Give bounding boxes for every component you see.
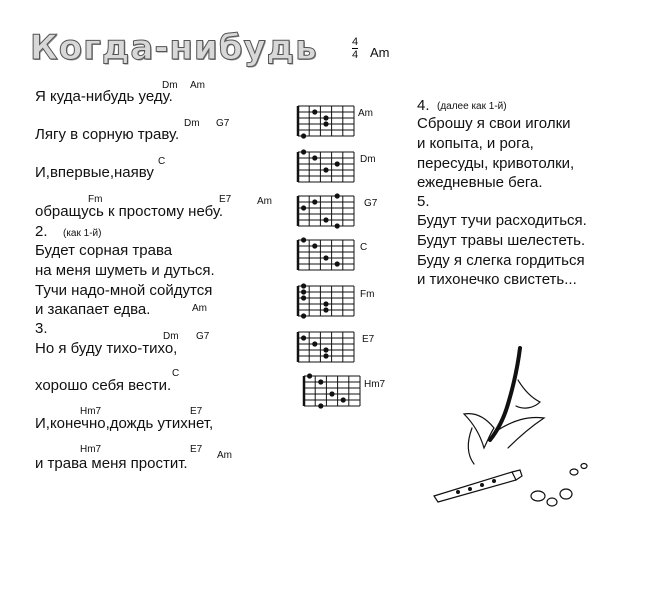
diagram-label: G7 bbox=[364, 198, 378, 209]
finger-dot bbox=[335, 193, 340, 198]
finger-dot bbox=[323, 301, 328, 306]
finger-dot bbox=[312, 341, 317, 346]
chord-diagram-am bbox=[296, 104, 358, 140]
chord-label: E7 bbox=[219, 194, 232, 205]
diagram-label: E7 bbox=[362, 334, 375, 345]
lyric-line: Будет сорная трава bbox=[35, 242, 173, 259]
chord-label: Hm7 bbox=[80, 444, 102, 455]
finger-dot bbox=[301, 237, 306, 242]
lyric-line: Будут тучи расходиться. bbox=[417, 212, 587, 229]
lyric-line: ежедневные бега. bbox=[417, 174, 543, 191]
finger-dot bbox=[323, 353, 328, 358]
finger-dot bbox=[323, 121, 328, 126]
lyric-line: на меня шуметь и дуться. bbox=[35, 262, 215, 279]
verse-number: 2. bbox=[35, 223, 48, 240]
finger-dot bbox=[307, 373, 312, 378]
finger-dot bbox=[323, 115, 328, 120]
diagram-label: Hm7 bbox=[364, 379, 386, 390]
chord-label: Am bbox=[217, 450, 232, 461]
finger-dot bbox=[301, 335, 306, 340]
finger-dot bbox=[341, 397, 346, 402]
reed-and-flute-illustration bbox=[428, 344, 588, 514]
chord-label: E7 bbox=[190, 406, 203, 417]
finger-dot bbox=[312, 243, 317, 248]
lyric-line: Я куда-нибудь уеду. bbox=[35, 88, 173, 105]
finger-dot bbox=[323, 167, 328, 172]
finger-dot bbox=[318, 379, 323, 384]
chord-diagram-hm7 bbox=[302, 374, 364, 410]
verse-note: (далее как 1-й) bbox=[437, 101, 507, 112]
diagram-label: Fm bbox=[360, 289, 375, 300]
chord-label: Am bbox=[190, 80, 205, 91]
finger-dot bbox=[323, 307, 328, 312]
chord-label: E7 bbox=[190, 444, 203, 455]
verse-number: 3. bbox=[35, 320, 48, 337]
chord-label: Hm7 bbox=[80, 406, 102, 417]
diagram-label: Am bbox=[358, 108, 373, 119]
finger-dot bbox=[301, 283, 306, 288]
lyric-line: Буду я слегка гордиться bbox=[417, 252, 585, 269]
song-key: Am bbox=[370, 45, 390, 60]
chord-label: Dm bbox=[162, 80, 178, 91]
lyric-line: и закапает едва. bbox=[35, 301, 151, 318]
diagram-label: Dm bbox=[360, 154, 376, 165]
finger-dot bbox=[301, 133, 306, 138]
finger-dot bbox=[329, 391, 334, 396]
lyric-line: хорошо себя вести. bbox=[35, 377, 172, 394]
time-signature bbox=[352, 37, 358, 60]
chord-diagram-e7 bbox=[296, 330, 358, 366]
chord-diagram-dm bbox=[296, 150, 358, 186]
lyric-line: обращусь к простому небу. bbox=[35, 203, 224, 220]
chord-label: Dm bbox=[163, 331, 179, 342]
chord-diagram-fm bbox=[296, 284, 358, 320]
finger-dot bbox=[301, 149, 306, 154]
chord-label: C bbox=[172, 368, 180, 379]
finger-dot bbox=[318, 403, 323, 408]
chord-label: Am bbox=[192, 303, 207, 314]
lyric-line: И,впервые,наяву bbox=[35, 164, 154, 181]
lyric-line: и копыта, и рога, bbox=[417, 135, 534, 152]
chord-diagram-g7 bbox=[296, 194, 358, 230]
finger-dot bbox=[335, 223, 340, 228]
lyric-line: Но я буду тихо-тихо, bbox=[35, 340, 178, 357]
verse-note: (как 1-й) bbox=[63, 228, 102, 239]
lyric-line: Тучи надо-мной сойдутся bbox=[35, 282, 213, 299]
lyric-line: и трава меня простит. bbox=[35, 455, 188, 472]
finger-dot bbox=[312, 109, 317, 114]
verse-number: 4. bbox=[417, 97, 430, 114]
finger-dot bbox=[335, 161, 340, 166]
finger-dot bbox=[323, 255, 328, 260]
lyric-line: Сброшу я свои иголки bbox=[417, 115, 571, 132]
time-signature-bottom: 4 bbox=[352, 49, 359, 61]
finger-dot bbox=[301, 313, 306, 318]
chord-label: G7 bbox=[196, 331, 210, 342]
lyric-line: пересуды, кривотолки, bbox=[417, 155, 575, 172]
song-title: Когда-нибудь bbox=[30, 28, 318, 68]
finger-dot bbox=[323, 347, 328, 352]
lyric-line: и тихонечко свистеть... bbox=[417, 271, 577, 288]
chord-label: C bbox=[158, 156, 166, 167]
finger-dot bbox=[301, 289, 306, 294]
finger-dot bbox=[323, 217, 328, 222]
time-signature-top: 4 bbox=[352, 36, 359, 48]
diagram-label: C bbox=[360, 242, 368, 253]
chord-label: Fm bbox=[88, 194, 103, 205]
finger-dot bbox=[301, 295, 306, 300]
chord-label: Dm bbox=[184, 118, 200, 129]
chord-label: Am bbox=[257, 196, 272, 207]
chord-label: G7 bbox=[216, 118, 230, 129]
finger-dot bbox=[312, 199, 317, 204]
lyric-line: И,конечно,дождь утихнет, bbox=[35, 415, 214, 432]
finger-dot bbox=[312, 155, 317, 160]
lyric-line: Лягу в сорную траву. bbox=[35, 126, 180, 143]
lyric-line: Будут травы шелестеть. bbox=[417, 232, 586, 249]
verse-number: 5. bbox=[417, 193, 430, 210]
finger-dot bbox=[301, 205, 306, 210]
chord-diagram-c bbox=[296, 238, 358, 274]
finger-dot bbox=[335, 261, 340, 266]
